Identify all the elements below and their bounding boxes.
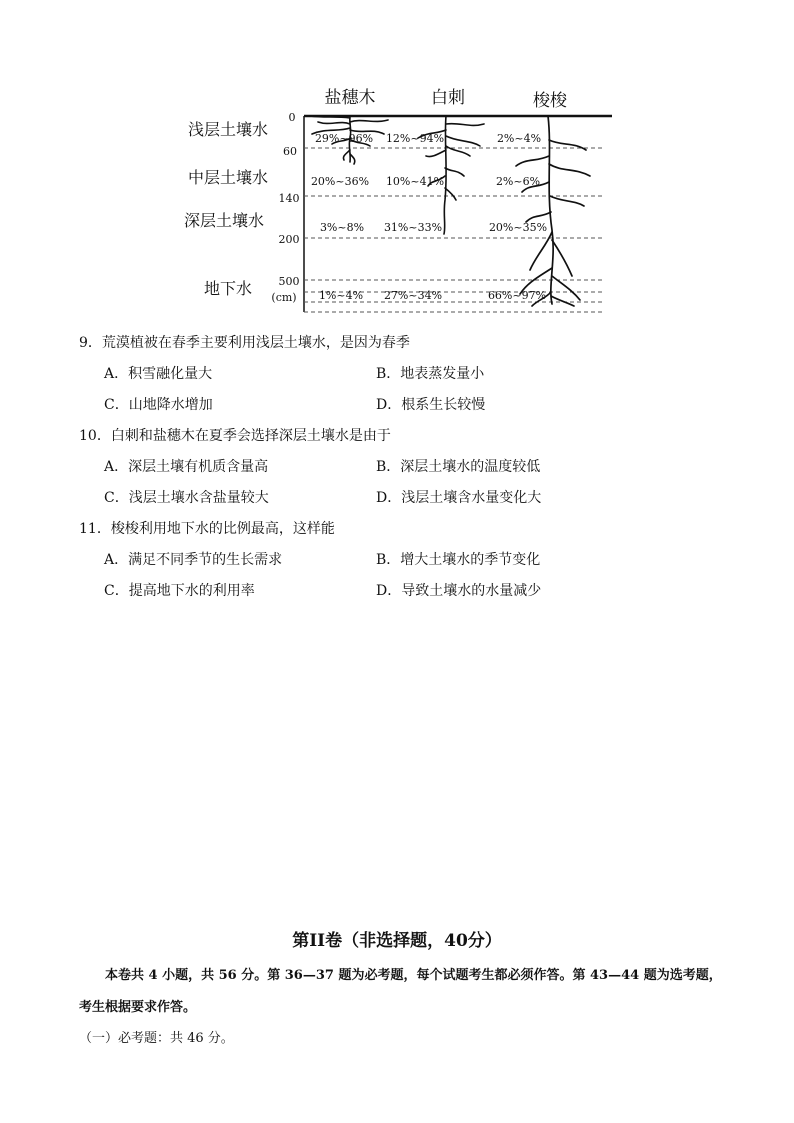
question-10-option-a: A．深层土壤有机质含量高	[104, 459, 269, 475]
question-9-option-a: A．积雪融化量大	[104, 366, 213, 382]
section-title: 第II卷（非选择题，40分）	[292, 931, 502, 951]
pct-middle-nitraria: 10%~41%	[385, 175, 445, 188]
plant-label-salt-spike: 盐穗木	[324, 88, 376, 108]
question-11-stem: 11．梭梭利用地下水的比例最高，这样能	[79, 521, 335, 537]
question-10-option-c: C．浅层土壤水含盐量较大	[104, 490, 269, 506]
layer-label-deep: 深层土壤水	[183, 211, 265, 230]
section-intro-line1: 本卷共 4 小题，共 56 分。第 36—37 题为必考题，每个试题考生都必须作答。第 43—44 题为选考题，	[105, 968, 722, 983]
pct-groundwater-haloxylon: 66%~97%	[487, 289, 547, 302]
question-9-option-b: B．地表蒸发量小	[376, 366, 485, 382]
pct-shallow-salt-spike: 29%~96%	[314, 132, 374, 145]
pct-groundwater-nitraria: 27%~34%	[383, 289, 443, 302]
pct-groundwater-salt-spike: 1%~4%	[318, 289, 364, 302]
depth-tick-200: 200	[278, 233, 300, 246]
plant-label-haloxylon: 梭梭	[533, 91, 567, 111]
question-9-stem: 9．荒漠植被在春季主要利用浅层土壤水，是因为春季	[79, 335, 410, 351]
section-intro-line2: 考生根据要求作答。	[79, 1000, 197, 1015]
question-10-option-b: B．深层土壤水的温度较低	[376, 459, 541, 475]
pct-deep-haloxylon: 20%~35%	[488, 221, 548, 234]
question-11-option-c: C．提高地下水的利用率	[104, 583, 255, 599]
depth-tick-140: 140	[278, 192, 300, 205]
pct-shallow-haloxylon: 2%~4%	[496, 132, 542, 145]
section-subheading: （一）必考题：共 46 分。	[79, 1031, 234, 1046]
question-9-option-c: C．山地降水增加	[104, 397, 213, 413]
pct-deep-nitraria: 31%~33%	[383, 221, 443, 234]
question-11-option-d: D．导致土壤水的水量减少	[376, 583, 542, 599]
question-10-stem: 10．白刺和盐穗木在夏季会选择深层土壤水是由于	[79, 428, 391, 444]
layer-label-middle: 中层土壤水	[187, 168, 269, 187]
question-10-option-d: D．浅层土壤含水量变化大	[376, 490, 542, 506]
depth-tick-500: 500	[278, 275, 300, 288]
question-11-option-a: A．满足不同季节的生长需求	[104, 552, 283, 568]
pct-deep-salt-spike: 3%~8%	[319, 221, 365, 234]
depth-unit: (cm)	[271, 291, 297, 304]
pct-middle-haloxylon: 2%~6%	[495, 175, 541, 188]
pct-shallow-nitraria: 12%~94%	[385, 132, 445, 145]
depth-tick-60: 60	[283, 145, 297, 158]
plant-label-nitraria: 白刺	[431, 88, 465, 108]
root-distribution-figure	[0, 0, 794, 330]
pct-middle-salt-spike: 20%~36%	[310, 175, 370, 188]
depth-tick-0: 0	[288, 111, 296, 124]
layer-label-groundwater: 地下水	[203, 279, 253, 298]
question-9-option-d: D．根系生长较慢	[376, 397, 486, 413]
layer-label-shallow: 浅层土壤水	[187, 120, 269, 139]
question-11-option-b: B．增大土壤水的季节变化	[376, 552, 541, 568]
